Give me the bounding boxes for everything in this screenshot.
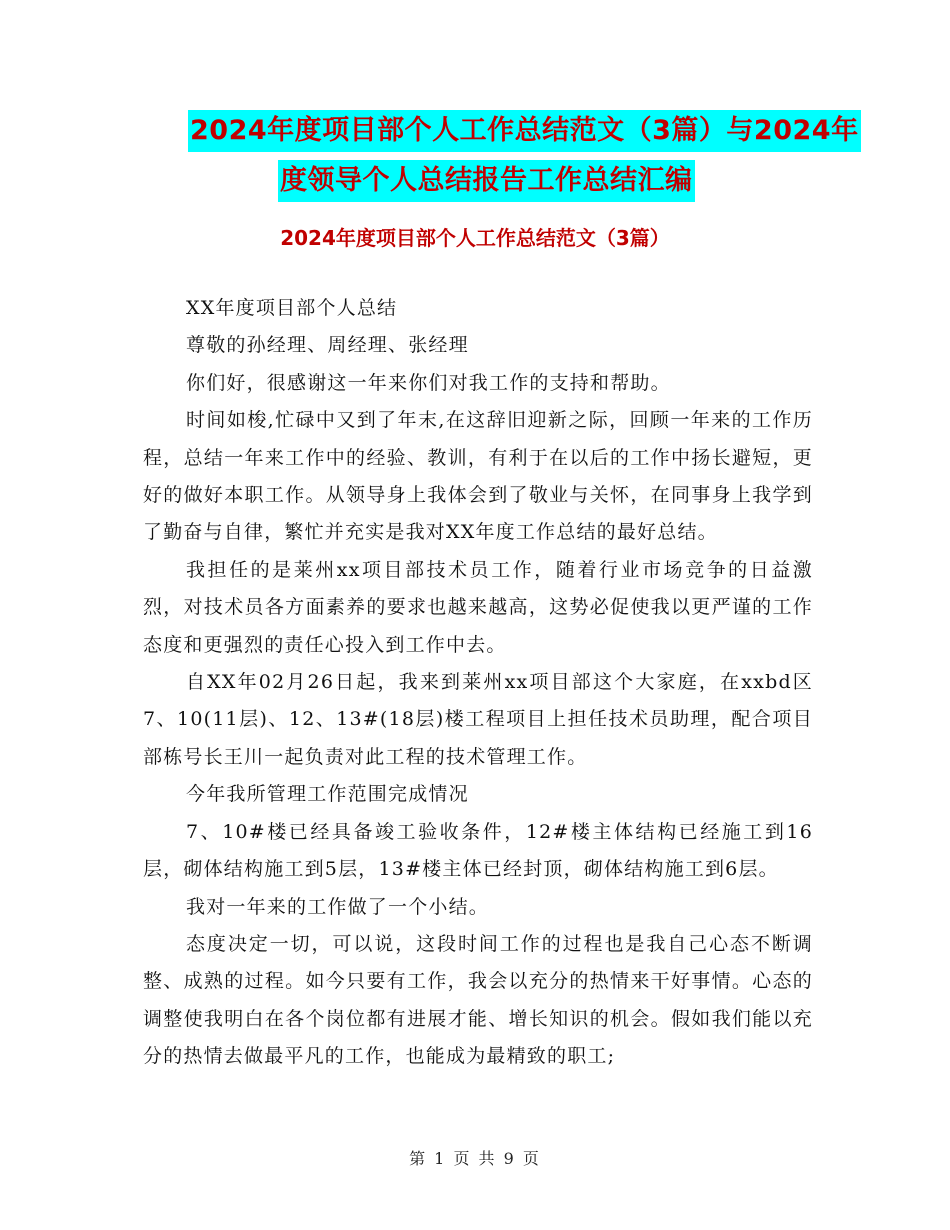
page-number-footer: 第 1 页 共 9 页 [409,1149,541,1168]
paragraph: 尊敬的孙经理、周经理、张经理 [186,334,469,357]
section-heading: 2024年度项目部个人工作总结范文（3篇） [280,226,670,250]
paragraph: XX年度项目部个人总结 [186,297,398,319]
document-title [0,110,950,210]
paragraph: 自XX年02月26日起，我来到莱州xx项目部这个大家庭，在xxbd区7、10(11层)、12、13#(18层)楼工程项目上担任技术员助理，配合项目部栋号长王川一起负责对此工程的技术管理工作。 [143,671,813,768]
paragraph: 时间如梭,忙碌中又到了年末,在这辞旧迎新之际，回顾一年来的工作历程，总结一年来工作中的经验、教训，有利于在以后的工作中扬长避短，更好的做好本职工作。从领导身上我体会到了敬业与关怀，在同事身上我学到了勤奋与自律，繁忙并充实是我对XX年度工作总结的最好总结。 [143,409,813,544]
paragraph: 7、10#楼已经具备竣工验收条件，12#楼主体结构已经施工到16层，砌体结构施工到5层，13#楼主体已经封顶，砌体结构施工到6层。 [143,820,813,881]
title-line-1: 2024年度项目部个人工作总结范文（3篇）与2024年 [188,110,861,152]
paragraph: 我担任的是莱州xx项目部技术员工作，随着行业市场竞争的日益激烈，对技术员各方面素养的要求也越来越高，这势必促使我以更严谨的工作态度和更强烈的责任心投入到工作中去。 [143,558,813,656]
paragraph: 我对一年来的工作做了一个小结。 [186,895,490,918]
paragraph: 态度决定一切，可以说，这段时间工作的过程也是我自己心态不断调整、成熟的过程。如今只要有工作，我会以充分的热情来干好事情。心态的调整使我明白在各个岗位都有进展才能、增长知识的机会。假如我们能以充分的热情去做最平凡的工作，也能成为最精致的职工; [143,932,813,1068]
document-body [143,290,813,1076]
paragraph: 今年我所管理工作范围完成情况 [186,783,469,806]
paragraph: 你们好，很感谢这一年来你们对我工作的支持和帮助。 [186,371,671,394]
title-row-2 [0,160,950,210]
title-line-2: 度领导个人总结报告工作总结汇编 [278,160,695,202]
title-row-1 [0,110,950,160]
